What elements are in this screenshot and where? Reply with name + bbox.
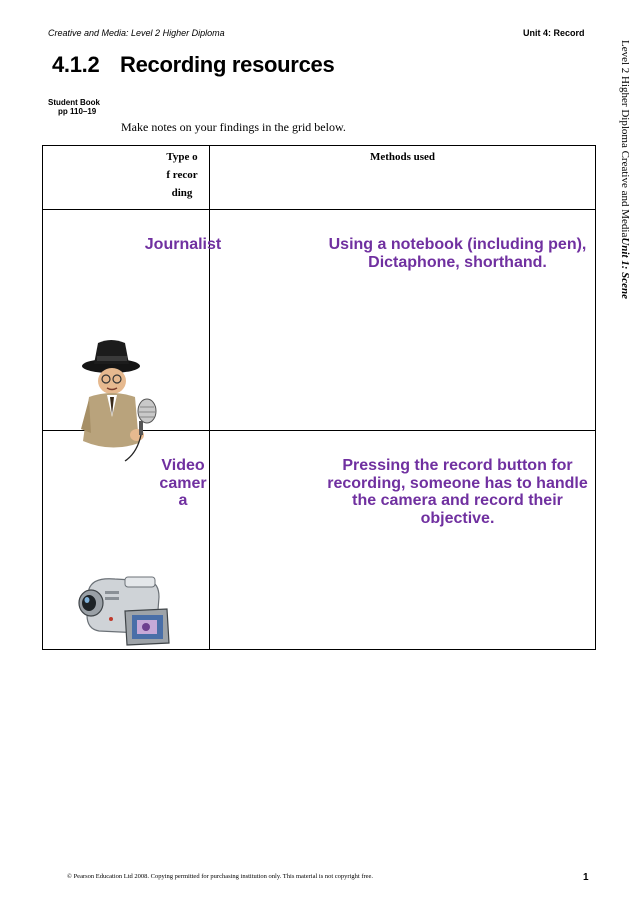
column-header-methods: Methods used <box>369 151 436 163</box>
findings-grid <box>42 145 596 650</box>
student-book-reference <box>48 98 100 116</box>
section-number: 4.1.2 <box>52 52 100 77</box>
sidebar-vertical-title <box>617 40 633 380</box>
column-header-type: Type of recording <box>166 151 198 199</box>
student-book-pages: pp 110–19 <box>58 107 97 116</box>
sidebar-unit-text: Unit 1: Scene <box>619 237 631 300</box>
header-course-title: Creative and Media: Level 2 Higher Diploma <box>48 28 225 38</box>
page-number: 1 <box>583 872 589 883</box>
table-row <box>43 431 596 650</box>
type-value[interactable]: Video camera <box>159 457 207 509</box>
type-value[interactable]: Journalist <box>144 236 222 253</box>
header-cell-type <box>43 146 210 210</box>
section-title: Recording resources <box>120 52 335 77</box>
grid-header-row <box>43 146 596 210</box>
method-value[interactable]: Pressing the record button for recording, someone has to handle the camera and record their objective. <box>327 457 588 527</box>
student-book-label: Student Book <box>48 98 100 107</box>
sidebar-text: Level 2 Higher Diploma Creative and Media <box>619 40 631 238</box>
table-row <box>43 210 596 431</box>
method-value[interactable]: Using a notebook (including pen), Dictaphone, shorthand. <box>328 236 587 271</box>
page-title <box>52 52 334 78</box>
header-unit-title: Unit 4: Record <box>523 28 585 38</box>
video-camera-icon <box>75 571 173 657</box>
type-cell <box>43 431 210 650</box>
header-cell-methods <box>210 146 596 210</box>
method-cell <box>210 210 596 431</box>
instruction-text: Make notes on your findings in the grid below. <box>121 120 346 134</box>
type-cell <box>43 210 222 431</box>
method-cell <box>210 431 596 650</box>
copyright-footer: © Pearson Education Ltd 2008. Copying permitted for purchasing institution only. This material is not copyright free. <box>67 873 374 880</box>
